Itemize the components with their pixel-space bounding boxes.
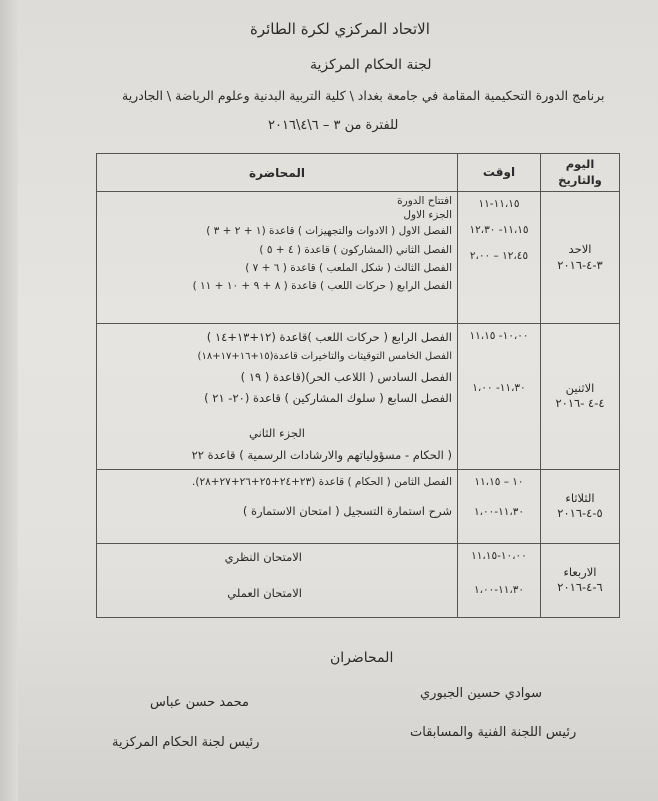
lecture-line: افتتاح الدورة: [397, 195, 452, 208]
day-name: الاثنين: [565, 380, 595, 395]
time-cell: [458, 324, 541, 470]
signatory-title: رئيس لجنة الحكام المركزية: [112, 735, 260, 750]
lecture-line: شرح استمارة التسجيل ( امتحان الاستمارة ): [242, 504, 452, 519]
day-date: ٥-٤-٢٠١٦: [557, 506, 603, 521]
time-slot: ١١،٣٠-١،٠٠: [473, 505, 525, 518]
table-row: [97, 324, 620, 470]
time-slot: ١١،٣٠-١،٠٠: [473, 583, 525, 596]
day-cell: [541, 469, 620, 543]
lecture-line: الفصل الخامس التوقيتات والتاخيرات قاعدة(١٥+١٦+١٧+١٨): [197, 351, 452, 363]
day-cell: [541, 192, 620, 324]
time-cell: [458, 543, 541, 617]
lecture-cell: [97, 469, 458, 543]
lecture-line: الامتحان العملي: [227, 585, 302, 600]
lecturers-label: المحاضران: [330, 650, 394, 666]
day-date: ٦-٤-٢٠١٦: [557, 580, 603, 595]
time-slot: ١٠،٠٠- ١١،١٥: [469, 330, 529, 343]
lecture-line: الامتحان النظري: [224, 549, 302, 564]
day-name: الاربعاء: [563, 564, 597, 579]
day-date: ٤-٤ -٢٠١٦: [555, 396, 605, 411]
time-slot: ١١،١٥- ١٢،٣٠: [469, 223, 529, 236]
signatory-name: محمد حسن عباس: [150, 695, 249, 710]
program-title: برنامج الدورة التحكيمية المقامة في جامعة بغداد \ كلية التربية البدنية وعلوم الرياضة \ الجادرية: [122, 88, 605, 103]
signatory-title: رئيس اللجنة الفنية والمسابقات: [410, 725, 577, 740]
lecture-cell: [97, 324, 458, 470]
table-header-row: [97, 154, 620, 192]
time-slot: ١٢،٤٥ – ٢،٠٠: [469, 249, 529, 262]
lecture-line: الفصل الرابع ( حركات اللعب ) قاعدة ( ٨ + ٩ + ١٠ + ١١ ): [192, 280, 452, 293]
day-cell: [541, 324, 620, 470]
lecture-line: الفصل الثامن ( الحكام ) قاعدة (٢٣+٢٤+٢٥+٢٦+٢٧+٢٨).: [192, 475, 452, 488]
day-name: الاحد: [568, 242, 592, 257]
day-name: الثلاثاء: [565, 490, 595, 505]
table-row: [97, 469, 620, 543]
header-day: اليوم والتاريخ: [541, 154, 620, 192]
day-cell: [541, 543, 620, 617]
lecture-line: الفصل الثالث ( شكل الملعب ) قاعدة ( ٦ + ٧ ): [245, 262, 452, 275]
lecture-line: الفصل الاول ( الادوات والتجهيزات ) قاعدة (١ + ٢ + ٣ ): [206, 225, 452, 238]
schedule-table: [96, 153, 620, 618]
time-slot: ١٠ – ١١،١٥: [474, 475, 524, 488]
lecture-line: الفصل الرابع ( حركات اللعب )قاعدة (١٢+١٣+١٤ ): [206, 330, 452, 345]
organization-title: الاتحاد المركزي لكرة الطائرة: [250, 20, 430, 38]
time-slot: ١٠،٠٠-١١،١٥: [471, 549, 527, 562]
day-date: ٣-٤-٢٠١٦: [557, 257, 603, 272]
lecture-line: ( الحكام - مسؤولياتهم والارشادات الرسمية ) قاعدة ٢٢: [191, 447, 452, 462]
header-time: اوقت: [458, 154, 541, 192]
lecture-line: الفصل الثاني (المشاركون ) قاعدة ( ٤ + ٥ ): [259, 243, 452, 256]
page-edge: [0, 0, 18, 801]
signatory-name: سوادي حسين الجبوري: [420, 686, 542, 701]
table-row: [97, 192, 620, 324]
lecture-line: الجزء الاول: [403, 208, 452, 221]
time-cell: [458, 469, 541, 543]
time-cell: [458, 192, 541, 324]
time-slot: ١١،١٥-١١: [478, 198, 520, 211]
lecture-line: الفصل السادس ( اللاعب الحر)(قاعدة ( ١٩ ): [240, 369, 452, 384]
lecture-line: الفصل السابع ( سلوك المشاركين ) قاعدة (٢٠- ٢١ ): [204, 391, 452, 406]
lecture-cell: [97, 543, 458, 617]
time-slot: ١١،٣٠- ١،٠٠: [472, 381, 526, 394]
period-line: للفترة من ٣ – ٦\٤\٢٠١٦: [268, 118, 399, 133]
lecture-line: الجزء الثاني: [249, 426, 305, 441]
lecture-cell: [97, 192, 458, 324]
table-row: [97, 543, 620, 617]
header-lecture: المحاضرة: [97, 154, 458, 192]
committee-title: لجنة الحكام المركزية: [310, 57, 432, 73]
